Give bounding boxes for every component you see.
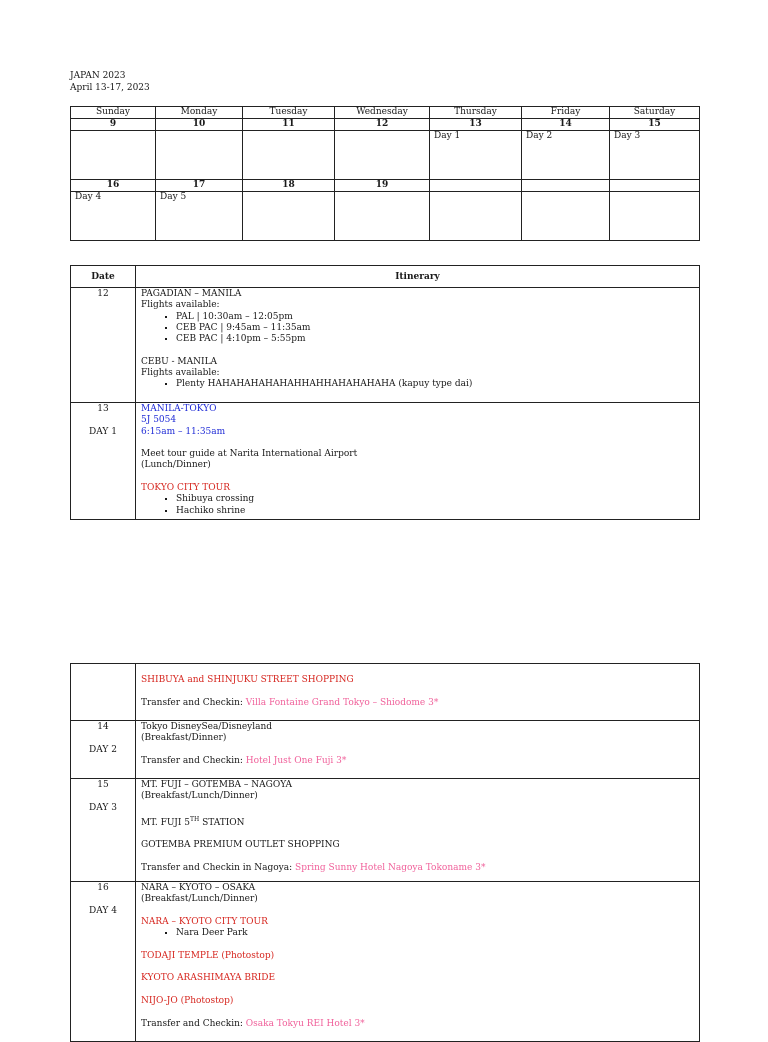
flight-time: 6:15am – 11:35am xyxy=(141,426,226,437)
document-title: JAPAN 2023 xyxy=(70,71,126,81)
itinerary-row-15 xyxy=(71,779,700,882)
arashimaya-text: KYOTO ARASHIMAYA BRIDE xyxy=(141,973,276,984)
flight-list xyxy=(141,379,694,390)
checkin-text xyxy=(141,698,694,709)
meals-text: (Breakfast/Lunch/Dinner) xyxy=(141,894,258,905)
flight-item: ▪ CEB PAC | 4:10pm – 5:55pm xyxy=(176,334,694,345)
flight-number: 5J 5054 xyxy=(141,415,177,426)
date-number: 15 xyxy=(97,780,109,790)
tour-title: NARA – KYOTO CITY TOUR xyxy=(141,916,268,927)
date-note: Day 5 xyxy=(156,192,243,241)
checkin-label: Transfer and Checkin: xyxy=(141,755,246,766)
meet-text: Meet tour guide at Narita International Airport xyxy=(141,449,358,460)
date-note xyxy=(335,192,430,241)
day-label: DAY 1 xyxy=(89,426,117,437)
date-number: 10 xyxy=(156,119,243,131)
calendar-table xyxy=(70,106,700,241)
date-number: 12 xyxy=(335,119,430,131)
day-label: DAY 3 xyxy=(89,802,117,813)
weekday-header: Thursday xyxy=(430,107,522,119)
tour-item: ▪ Nara Deer Park xyxy=(176,928,694,939)
outlet-text: GOTEMBA PREMIUM OUTLET SHOPPING xyxy=(141,840,340,851)
date-number: 14 xyxy=(97,722,109,732)
date-number: 13 xyxy=(97,404,109,414)
day-label: DAY 4 xyxy=(89,905,117,916)
calendar-week1-notes xyxy=(71,131,700,180)
row-date xyxy=(71,882,136,1042)
day-label: DAY 2 xyxy=(89,744,117,755)
route-text: CEBU - MANILA xyxy=(141,356,218,367)
date-note xyxy=(156,131,243,180)
date-column-header: Date xyxy=(71,266,136,288)
calendar-weekday-row xyxy=(71,107,700,119)
calendar-week1-numbers xyxy=(71,119,700,131)
row-details xyxy=(136,779,700,882)
row-details xyxy=(136,403,700,520)
date-number: 16 xyxy=(71,180,156,192)
calendar-week2-numbers xyxy=(71,180,700,192)
hotel-name: Hotel Just One Fuji 3* xyxy=(245,755,347,766)
date-number: 16 xyxy=(97,883,109,893)
flight-item: ▪ PAL | 10:30am – 12:05pm xyxy=(176,312,694,323)
calendar-week2-notes xyxy=(71,192,700,241)
tour-title: TOKYO CITY TOUR xyxy=(141,483,231,494)
date-number xyxy=(430,180,522,192)
date-number: 9 xyxy=(71,119,156,131)
itinerary-row-cont xyxy=(71,664,700,721)
date-note xyxy=(243,192,335,241)
route-text: NARA – KYOTO – OSAKA xyxy=(141,883,256,893)
tour-list xyxy=(141,928,694,939)
flight-item: ▪ Plenty HAHAHAHAHAHAHHAHHAHAHAHAHA (kapuy type dai) xyxy=(176,379,694,390)
date-number: 11 xyxy=(243,119,335,131)
hotel-name: Villa Fontaine Grand Tokyo – Shiodome 3* xyxy=(245,697,439,708)
weekday-header: Friday xyxy=(522,107,610,119)
date-note xyxy=(243,131,335,180)
checkin-text xyxy=(141,1019,694,1030)
weekday-header: Tuesday xyxy=(243,107,335,119)
checkin-label: Transfer and Checkin in Nagoya: xyxy=(141,863,296,874)
date-note xyxy=(430,192,522,241)
date-note xyxy=(610,192,700,241)
weekday-header: Monday xyxy=(156,107,243,119)
date-number: 15 xyxy=(610,119,700,131)
date-note: Day 1 xyxy=(430,131,522,180)
flight-route: MANILA-TOKYO xyxy=(141,404,217,414)
date-number: 18 xyxy=(243,180,335,192)
row-date xyxy=(71,721,136,779)
row-date xyxy=(71,779,136,882)
flights-label: Flights available: xyxy=(141,300,220,311)
date-note: Day 3 xyxy=(610,131,700,180)
row-details xyxy=(136,721,700,779)
row-details xyxy=(136,288,700,403)
hotel-name: Osaka Tokyu REI Hotel 3* xyxy=(245,1018,365,1029)
itinerary-column-header: Itinerary xyxy=(136,266,700,288)
nijo-text: NIJO-JO (Photostop) xyxy=(141,995,234,1006)
itinerary-row-16 xyxy=(71,882,700,1042)
route-text: MT. FUJI – GOTEMBA – NAGOYA xyxy=(141,780,292,790)
row-date xyxy=(71,403,136,520)
date-number: 13 xyxy=(430,119,522,131)
date-number xyxy=(522,180,610,192)
hotel-name: Spring Sunny Hotel Nagoya Tokoname 3* xyxy=(295,863,486,874)
station-text: MT. FUJI 5TH STATION xyxy=(141,815,245,828)
flight-list xyxy=(141,312,694,346)
route-text: PAGADIAN – MANILA xyxy=(141,289,242,299)
tour-item: ▪ Hachiko shrine xyxy=(176,506,694,517)
checkin-label: Transfer and Checkin: xyxy=(141,697,246,708)
activity-text: Tokyo DisneySea/Disneyland xyxy=(141,722,273,732)
date-note: Day 2 xyxy=(522,131,610,180)
flights-label: Flights available: xyxy=(141,368,220,379)
meals-text: (Breakfast/Dinner) xyxy=(141,733,227,744)
tour-item: ▪ Shibuya crossing xyxy=(176,494,694,505)
temple-text: TODAJI TEMPLE (Photostop) xyxy=(141,950,275,961)
checkin-text xyxy=(141,756,694,767)
itinerary-header-row xyxy=(71,266,700,288)
flight-item: ▪ CEB PAC | 9:45am – 11:35am xyxy=(176,323,694,334)
meals-text: (Lunch/Dinner) xyxy=(141,460,211,471)
tour-list xyxy=(141,494,694,517)
row-date: 12 xyxy=(71,288,136,403)
itinerary-row-13 xyxy=(71,403,700,520)
checkin-label: Transfer and Checkin: xyxy=(141,1018,246,1029)
date-number: 19 xyxy=(335,180,430,192)
meals-text: (Breakfast/Lunch/Dinner) xyxy=(141,791,258,802)
date-note xyxy=(71,131,156,180)
weekday-header: Sunday xyxy=(71,107,156,119)
itinerary-table xyxy=(70,265,700,520)
date-number: 17 xyxy=(156,180,243,192)
row-details xyxy=(136,882,700,1042)
row-date xyxy=(71,664,136,721)
checkin-text xyxy=(141,863,694,874)
row-details xyxy=(136,664,700,721)
shopping-title: SHIBUYA and SHINJUKU STREET SHOPPING xyxy=(141,675,354,685)
weekday-header: Saturday xyxy=(610,107,700,119)
date-number: 14 xyxy=(522,119,610,131)
weekday-header: Wednesday xyxy=(335,107,430,119)
itinerary-row-12 xyxy=(71,288,700,403)
date-number xyxy=(610,180,700,192)
itinerary-row-14 xyxy=(71,721,700,779)
date-note xyxy=(335,131,430,180)
date-note: Day 4 xyxy=(71,192,156,241)
date-note xyxy=(522,192,610,241)
itinerary-table-continued xyxy=(70,663,700,1042)
trip-dates: April 13-17, 2023 xyxy=(70,83,150,93)
